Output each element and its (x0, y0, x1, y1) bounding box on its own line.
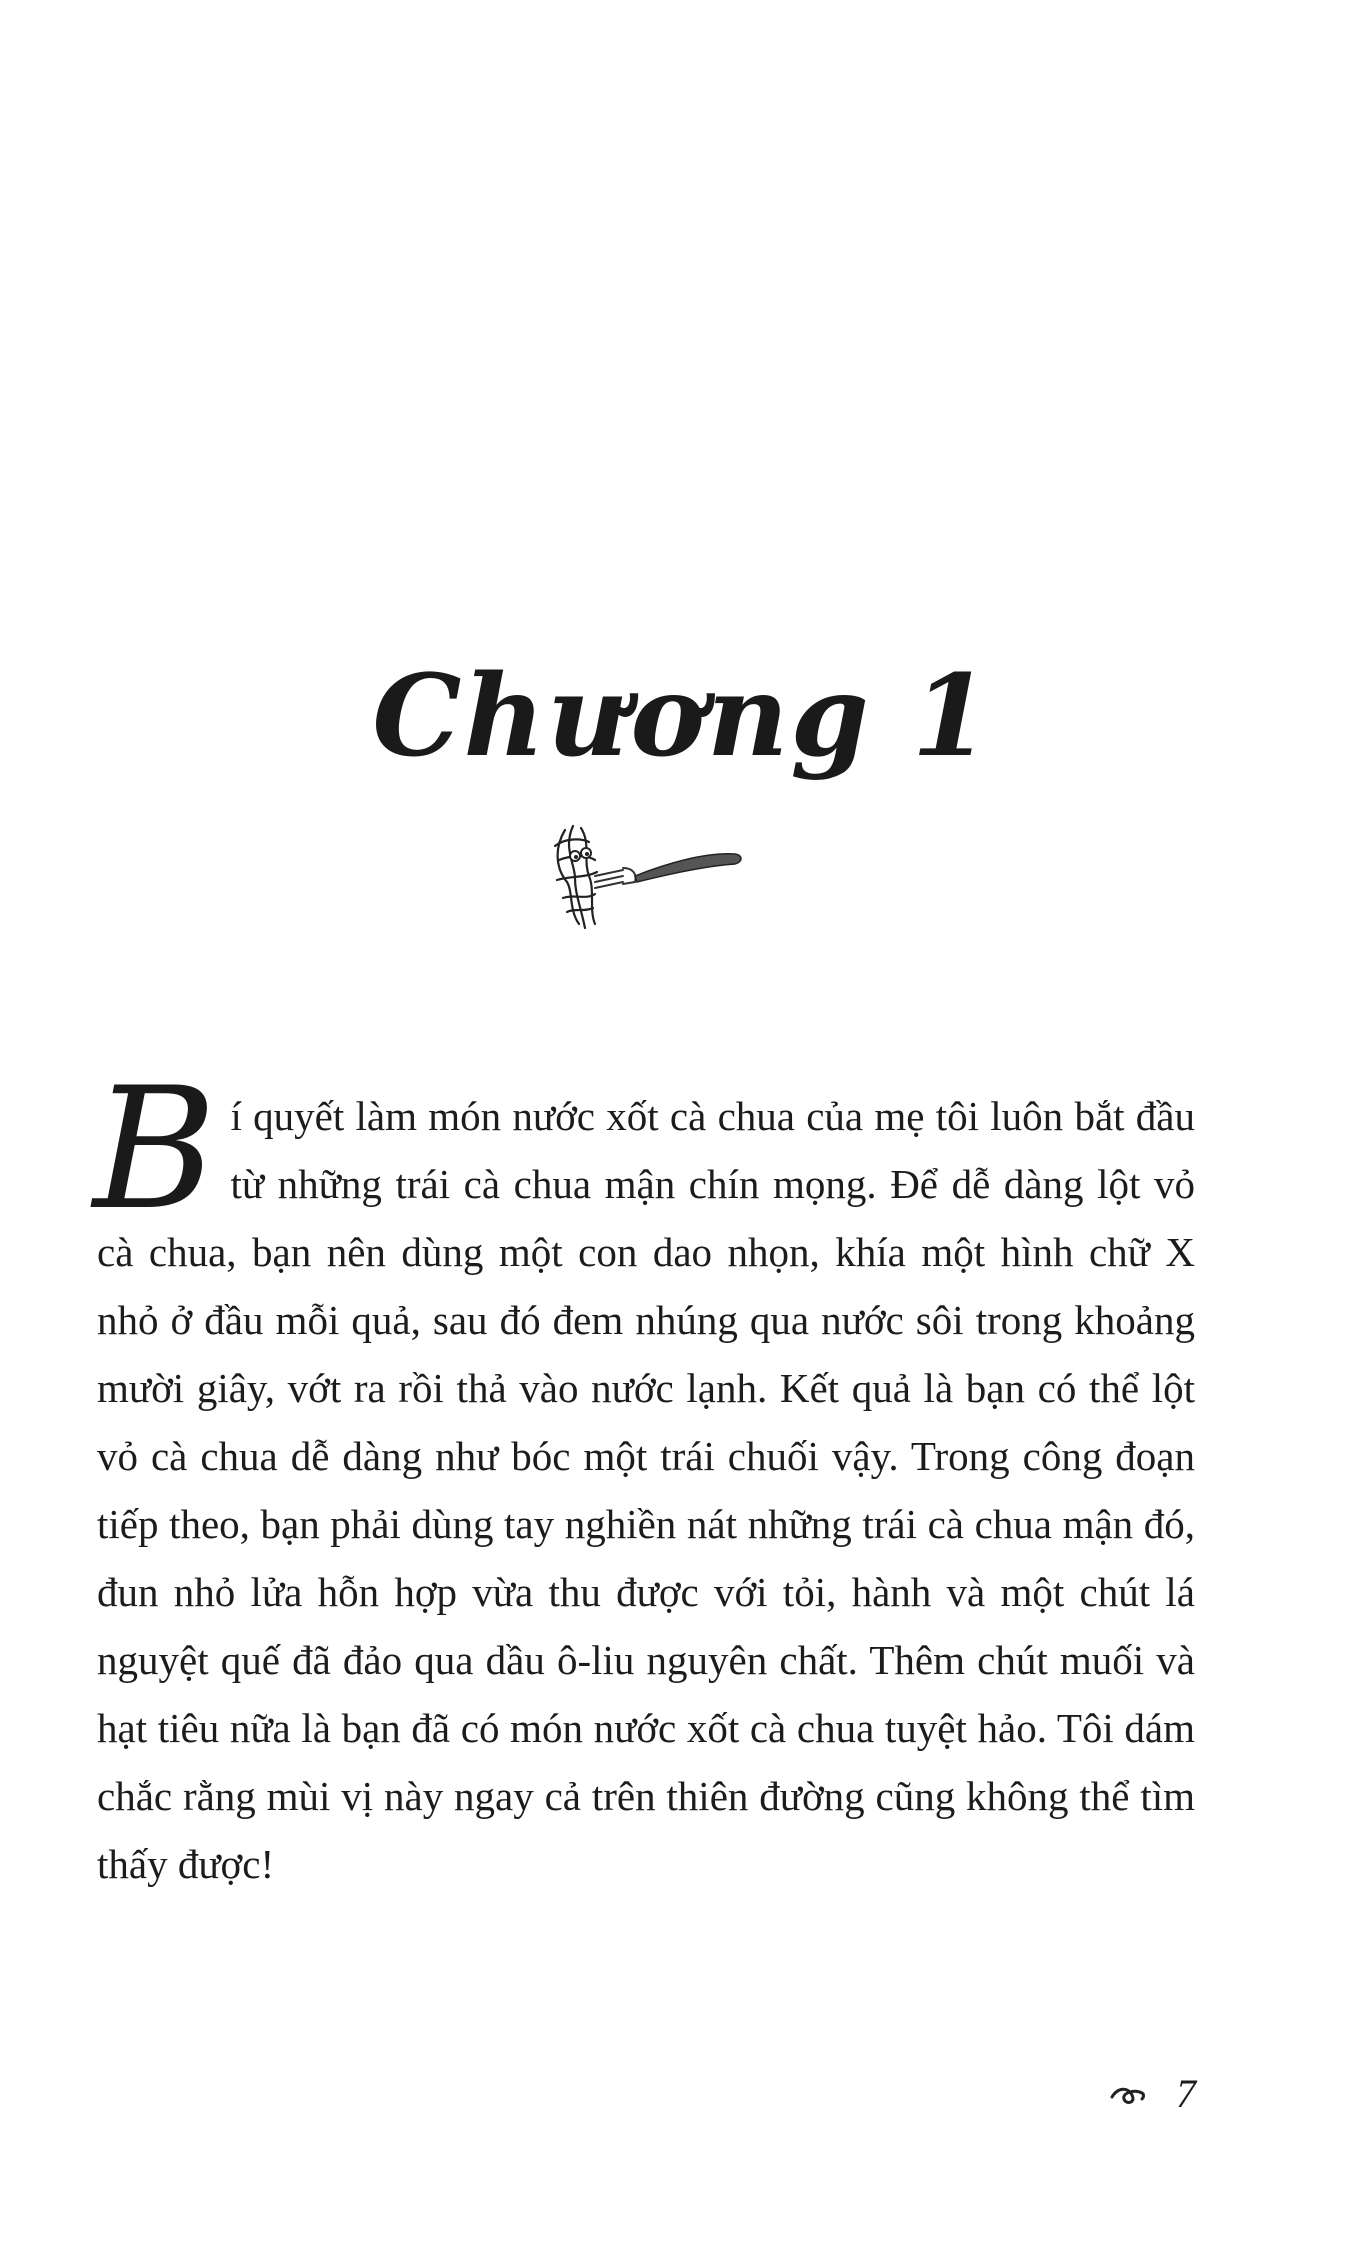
paragraph-text: í quyết làm món nước xốt cà chua của mẹ tôi luôn bắt đầu từ những trái cà chua mận chín mọng. Để dễ dàng lột vỏ cà chua, bạn nên dùng một con dao nhọn, khía một hình chữ X nhỏ ở đầu mỗi quả, sau đó đem nhúng qua nước sôi trong khoảng mười giây, vớt ra rồi thả vào nước lạnh. Kết quả là bạn có thể lột vỏ cà chua dễ dàng như bóc một trái chuối vậy. Trong công đoạn tiếp theo, bạn phải dùng tay nghiền nát những trái cà chua mận đó, đun nhỏ lửa hỗn hợp vừa thu được với tỏi, hành và một chút lá nguyệt quế đã đảo qua dầu ô-liu nguyên chất. Thêm chút muối và hạt tiêu nữa là bạn đã có món nước xốt cà chua tuyệt hảo. Tôi dám chắc rằng mùi vị này ngay cả trên thiên đường cũng không thể tìm thấy được! (97, 1093, 1195, 1887)
body-paragraph (93, 1051, 1195, 1898)
chapter-title: Chương 1 (372, 651, 992, 782)
drop-cap: B (93, 1051, 217, 1247)
page-footer (1108, 2070, 1196, 2117)
flourish-icon (1108, 2079, 1148, 2109)
page-number: 7 (1176, 2071, 1196, 2116)
fork-ornament-icon (545, 820, 745, 935)
